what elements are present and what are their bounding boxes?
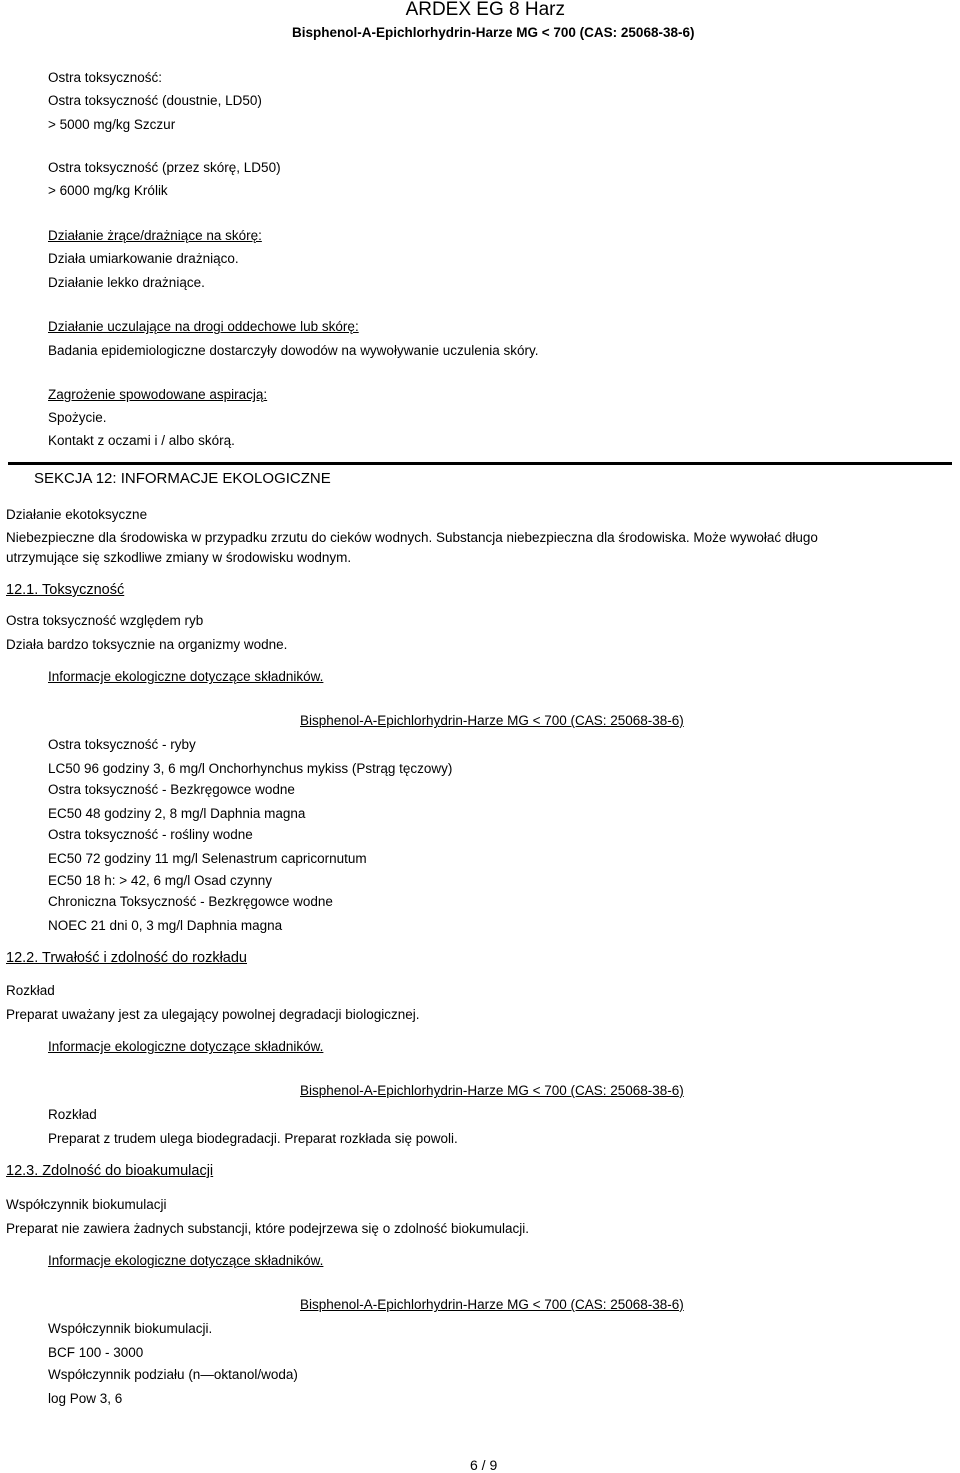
skin-corrosion-value-1: Działa umiarkowanie drażniąco. (48, 251, 239, 266)
acute-tox-oral-value: > 5000 mg/kg Szczur (48, 117, 176, 132)
aspiration-value-2: Kontakt z oczami i / albo skórą. (48, 433, 235, 448)
skin-corrosion-heading: Działanie żrące/drażniące na skórę: (48, 228, 262, 243)
subsection-12-3-title: 12.3. Zdolność do bioakumulacji (6, 1163, 214, 1179)
section-divider (8, 462, 952, 465)
degradation-label: Rozkład (6, 983, 55, 998)
fish-toxicity-value: Działa bardzo toksycznie na organizmy wodne. (6, 637, 288, 652)
sensitisation-heading: Działanie uczulające na drogi oddechowe lub skórę: (48, 319, 359, 334)
aspiration-value-1: Spożycie. (48, 410, 107, 425)
component-tox-line: EC50 72 godziny 11 mg/l Selenastrum capricornutum (48, 851, 367, 866)
component-degradation-label: Rozkład (48, 1107, 97, 1122)
subsection-12-1-title: 12.1. Toksyczność (6, 582, 125, 598)
component-tox-line: LC50 96 godziny 3, 6 mg/l Onchorhynchus mykiss (Pstrąg tęczowy) (48, 761, 453, 776)
skin-corrosion-value-2: Działanie lekko drażniące. (48, 275, 205, 290)
document-subtitle: Bisphenol-A-Epichlorhydrin-Harze MG < 700 (CAS: 25068-38-6) (292, 25, 695, 40)
component-info-link-1[interactable]: Informacje ekologiczne dotyczące składników. (48, 669, 324, 684)
component-info-link-2[interactable]: Informacje ekologiczne dotyczące składników. (48, 1039, 324, 1054)
component-tox-line: Ostra toksyczność - ryby (48, 737, 196, 752)
subsection-12-2-title: 12.2. Trwałość i zdolność do rozkładu (6, 950, 247, 966)
ecotox-value-line-1: Niebezpieczne dla środowiska w przypadku zrzutu do cieków wodnych. Substancja niebezpieczna dla środowiska. Może wywołać długo (6, 530, 818, 545)
aspiration-heading: Zagrożenie spowodowane aspiracją: (48, 387, 268, 402)
section-12-title: SEKCJA 12: INFORMACJE EKOLOGICZNE (34, 470, 331, 487)
component-degradation-value: Preparat z trudem ulega biodegradacji. Preparat rozkłada się powoli. (48, 1131, 458, 1146)
page-number: 6 / 9 (470, 1457, 498, 1473)
acute-tox-heading: Ostra toksyczność: (48, 70, 163, 85)
document-title: ARDEX EG 8 Harz (405, 0, 565, 20)
sensitisation-value: Badania epidemiologiczne dostarczyły dowodów na wywoływanie uczulenia skóry. (48, 343, 539, 358)
degradation-value: Preparat uważany jest za ulegający powolnej degradacji biologicznej. (6, 1007, 420, 1022)
fish-toxicity-label: Ostra toksyczność względem ryb (6, 613, 204, 628)
component-tox-line: EC50 48 godziny 2, 8 mg/l Daphnia magna (48, 806, 306, 821)
component-tox-line: Chroniczna Toksyczność - Bezkręgowce wodne (48, 894, 333, 909)
bioaccumulation-value: Preparat nie zawiera żadnych substancji, które podejrzewa się o zdolność biokumulacji. (6, 1221, 530, 1236)
component-bio-line: BCF 100 - 3000 (48, 1345, 144, 1360)
component-tox-line: EC50 18 h: > 42, 6 mg/l Osad czynny (48, 873, 272, 888)
ecotox-value-line-2: utrzymujące się szkodliwe zmiany w środowisku wodnym. (6, 550, 352, 565)
component-tox-line: NOEC 21 dni 0, 3 mg/l Daphnia magna (48, 918, 283, 933)
component-name-3: Bisphenol-A-Epichlorhydrin-Harze MG < 700 (CAS: 25068-38-6) (300, 1297, 684, 1312)
ecotox-label: Działanie ekotoksyczne (6, 507, 148, 522)
component-tox-line: Ostra toksyczność - Bezkręgowce wodne (48, 782, 295, 797)
component-info-link-3[interactable]: Informacje ekologiczne dotyczące składników. (48, 1253, 324, 1268)
acute-tox-dermal-label: Ostra toksyczność (przez skórę, LD50) (48, 160, 281, 175)
bioaccumulation-label: Współczynnik biokumulacji (6, 1197, 167, 1212)
component-bio-line: log Pow 3, 6 (48, 1391, 123, 1406)
acute-tox-dermal-value: > 6000 mg/kg Królik (48, 183, 168, 198)
component-tox-line: Ostra toksyczność - rośliny wodne (48, 827, 253, 842)
component-name-1: Bisphenol-A-Epichlorhydrin-Harze MG < 700 (CAS: 25068-38-6) (300, 713, 684, 728)
component-bio-line: Współczynnik biokumulacji. (48, 1321, 213, 1336)
acute-tox-oral-label: Ostra toksyczność (doustnie, LD50) (48, 93, 262, 108)
component-bio-line: Współczynnik podziału (n—oktanol/woda) (48, 1367, 298, 1382)
component-name-2: Bisphenol-A-Epichlorhydrin-Harze MG < 700 (CAS: 25068-38-6) (300, 1083, 684, 1098)
